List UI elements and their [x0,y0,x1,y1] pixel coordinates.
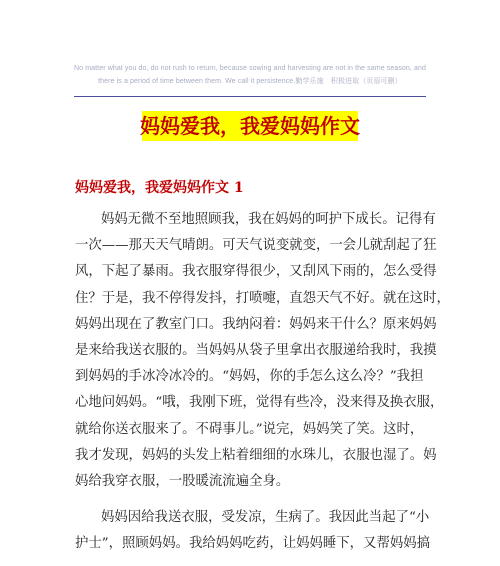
document-title: 妈妈爱我，我爱妈妈作文 [140,114,360,138]
paragraph-line: 妈给我穿衣服，一股暖流流遍全身。 [75,473,290,489]
paragraph-line: 住？于是，我不停得发抖，打喷嚏，直怨天气不好。就在这时， [75,290,450,306]
paragraph-line: 一次——那天天气晴朗。可天气说变就变，一会儿就刮起了狂 [75,238,437,254]
paragraph-line: 妈妈出现在了教室门口。我纳闷着：妈妈来干什么？原来妈妈 [75,316,437,332]
paragraph-line: 到妈妈的手冰冷冰冷的。“妈妈，你的手怎么这么冷？”我担 [75,369,424,385]
paragraph-line: 就给你送衣服来了。不碍事儿。”说完，妈妈笑了笑。这时， [75,421,424,437]
section-heading: 妈妈爱我，我爱妈妈作文 1 [75,180,244,196]
header-motto-line-1: No matter what you do, do not rush to return, because sowing and harvesting are not in the same season, and [74,65,426,72]
paragraph-line: 是来给我送衣服的。当妈妈从袋子里拿出衣服递给我时，我摸 [75,342,437,358]
header-motto [40,62,460,88]
paragraph-1 [75,207,450,495]
paragraph-line: 我才发现，妈妈的头发上粘着细细的水珠儿，衣服也湿了。妈 [75,447,437,463]
paragraph-line: 妈妈因给我送衣服，受发凉，生病了。我因此当起了“小 [101,510,430,525]
paragraph-line: 妈妈无微不至地照顾我，我在妈妈的呵护下成长。记得有 [101,212,436,227]
header-divider [74,96,426,97]
paragraph-line: 风，下起了暴雨。我衣服穿得很少，又刮风下雨的，怎么受得 [75,264,437,280]
paragraph-2 [75,505,430,557]
header-motto-line-2: there is a period of time between them. We call it persistence.勤学乐施 积极进取（页眉可删） [98,78,402,85]
paragraph-line: 护士”，照顾妈妈。我给妈妈吃药，让妈妈睡下，又帮妈妈搞 [75,536,430,552]
paragraph-line: 心地问妈妈。“哦，我刚下班，觉得有些冷，没来得及换衣服， [75,395,444,411]
